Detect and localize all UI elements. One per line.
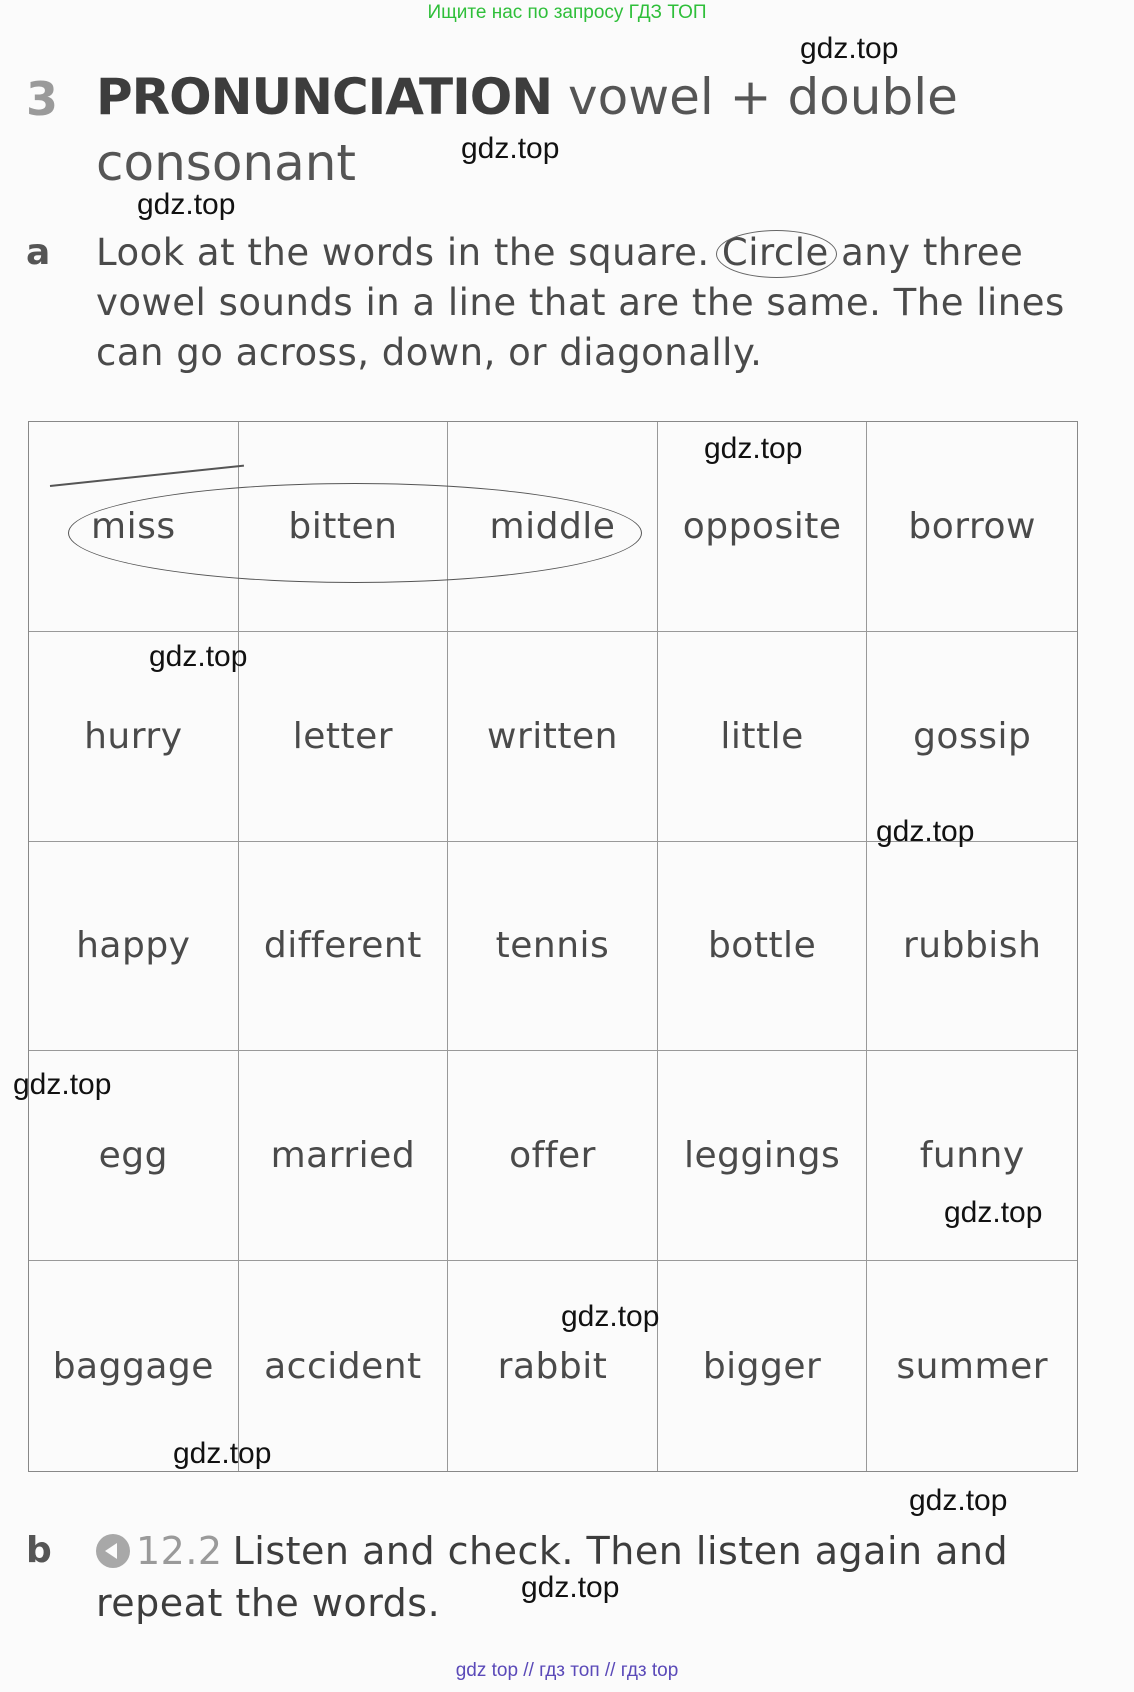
watermark: gdz.top [944, 1196, 1043, 1229]
word-cell: bigger [658, 1261, 868, 1471]
part-b-letter: b [26, 1530, 52, 1571]
section-number: 3 [26, 72, 59, 126]
word-cell: egg [29, 1051, 239, 1261]
word-cell: bottle [658, 842, 868, 1052]
audio-icon[interactable] [96, 1534, 130, 1568]
word-cell: happy [29, 842, 239, 1052]
word-cell: rubbish [867, 842, 1077, 1052]
watermark: gdz.top [461, 132, 560, 165]
circled-word: Circle [722, 228, 829, 278]
instruction-text-after: any three vowel sounds in a line that are the same. The lines can go across, down, or diagonally. [96, 231, 1065, 374]
word-cell: rabbit [448, 1261, 658, 1471]
word-cell: married [239, 1051, 449, 1261]
word-cell: letter [239, 632, 449, 842]
word-cell: bitten [239, 422, 449, 632]
top-banner[interactable]: Ищите нас по запросу ГДЗ ТОП [427, 2, 707, 23]
section-title [96, 64, 996, 196]
word-cell: borrow [867, 422, 1077, 632]
watermark: gdz.top [876, 815, 975, 848]
word-cell: accident [239, 1261, 449, 1471]
instruction-text-before: Look at the words in the square. [96, 231, 710, 274]
word-cell: baggage [29, 1261, 239, 1471]
word-cell: little [658, 632, 868, 842]
word-cell: leggings [658, 1051, 868, 1261]
word-cell: middle [448, 422, 658, 632]
word-cell: different [239, 842, 449, 1052]
part-b-text: Listen and check. Then listen again and repeat the words. [96, 1529, 1009, 1625]
watermark: gdz.top [561, 1300, 660, 1333]
answer-ellipse [68, 483, 642, 583]
section-title-rest: vowel + double consonant [96, 68, 958, 192]
watermark: gdz.top [704, 432, 803, 465]
word-cell: summer [896, 1345, 1049, 1387]
watermark: gdz.top [521, 1571, 620, 1604]
section-title-bold: PRONUNCIATION [96, 68, 553, 126]
word-cell: tennis [448, 842, 658, 1052]
footer-links[interactable]: gdz top // гдз топ // гдз top [455, 1660, 679, 1681]
watermark: gdz.top [909, 1484, 1008, 1517]
word-cell: funny [867, 1051, 1077, 1261]
word-cell: opposite [658, 422, 868, 632]
watermark: gdz.top [149, 640, 248, 673]
word-square [28, 421, 1078, 1472]
part-a-letter: a [26, 232, 51, 273]
watermark: gdz.top [13, 1068, 112, 1101]
watermark: gdz.top [137, 188, 236, 221]
word-cell: written [448, 632, 658, 842]
word-cell: miss [29, 422, 239, 632]
word-cell: hurry [29, 632, 239, 842]
watermark: gdz.top [800, 32, 899, 65]
audio-track-number: 12.2 [136, 1529, 223, 1573]
word-cell: offer [448, 1051, 658, 1261]
word-cell: gossip [867, 632, 1077, 842]
watermark: gdz.top [173, 1437, 272, 1470]
part-a-instruction [96, 228, 1086, 378]
